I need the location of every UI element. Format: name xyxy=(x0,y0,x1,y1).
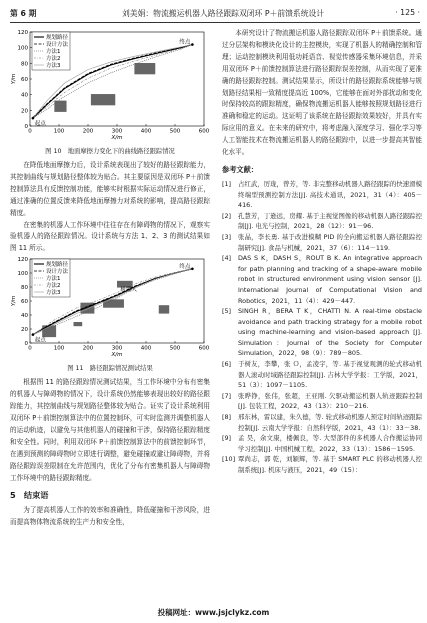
reference-number: [4] xyxy=(222,254,232,263)
reference-item xyxy=(222,433,422,454)
legend-label: 方法2 xyxy=(46,283,61,290)
x-tick-label: 400 xyxy=(140,128,152,135)
figure-10-chart xyxy=(10,28,210,143)
reference-item xyxy=(222,306,422,359)
paragraph: 根据图 11 的路径跟踪情况测试结果，当工作环境中分布有密集的机器人与障碍物的情况下，设计系统仍然能够表现出较好的路径跟踪能力，其控制曲线与规划路径整体较为贴合。证实了设计系统利用双闭环 P＋前馈控制算法中的位置控制环，可实时监测并调整机器人的运动轨迹，以避免与其他机器人的碰撞和干涉，保持路径跟踪精度和安全性。同时，利用双闭环 P＋前馈控制算法中的前馈控制环节，在遇到预测的障碍物时立即进行调整，避免碰撞或避让障碍物，并将路径跟踪误差限制在允许范围内，优化了分布有密集机器人与障碍物工作环境中的路径跟踪精度。 xyxy=(10,378,210,482)
obstacle xyxy=(91,94,115,105)
reference-item xyxy=(222,179,422,211)
y-tick-label: 40 xyxy=(21,92,28,99)
legend-label: 设计方法 xyxy=(46,269,69,276)
legend-label: 方法1 xyxy=(46,49,61,55)
obstacle xyxy=(103,300,124,308)
reference-number: [6] xyxy=(222,360,232,369)
x-tick-label: 400 xyxy=(140,345,152,352)
reference-text: 张晔铮，张伟，张超，王亚刚. 欠驱动搬运机器人轨迹跟踪控制[J]. 包装工程，2022，43（13）：210－216. xyxy=(238,391,422,411)
y-tick-label: 100 xyxy=(17,45,28,52)
legend xyxy=(32,259,70,297)
obstacle xyxy=(74,322,83,326)
figure-11 xyxy=(10,255,210,372)
legend-label: 方法3 xyxy=(46,290,61,297)
y-tick-label: 100 xyxy=(17,271,28,278)
reference-number: [5] xyxy=(222,307,232,316)
x-tick-label: 200 xyxy=(82,128,94,135)
legend-label: 设计方法 xyxy=(46,42,69,48)
y-tick-label: 80 xyxy=(21,61,28,68)
y-axis-label: Y/m xyxy=(11,295,17,307)
legend xyxy=(32,32,70,70)
reference-text: SINGH R，BERA T K，CHATTI N. A real-time obstacle avoidance and path tracking strategy for a mobile robot using machine-learning and vision-based approach [J]. Simulation：Journal of the Society for Computer Simulation，2022，98（9）：789－805. xyxy=(238,307,422,358)
start-label: 起点 xyxy=(34,121,46,128)
y-tick-label: 0 xyxy=(24,124,28,130)
figure-10 xyxy=(10,28,210,155)
running-title: 刘美娟：物流搬运机器人路径跟踪双闭环 P＋前馈系统设计 xyxy=(122,9,325,18)
y-tick-label: 60 xyxy=(21,77,28,83)
obstacle xyxy=(159,305,169,313)
y-tick-label: 80 xyxy=(21,285,28,292)
legend-label: 方法2 xyxy=(46,56,61,62)
x-tick-label: 500 xyxy=(169,128,181,135)
paragraph: 本研究设计了物流搬运机器人路径跟踪双闭环 P＋前馈系统。通过分层架构和模块化设计的主控模块，实现了机器人的精确控制和管理；运动控制模块利用低功耗语音、视觉传感器采集环境信息，并采用双闭环 P＋前馈控制算法进行路径跟踪误差控制，从而实现了更准确的路径跟踪控制。测试结果显示，所设计的路径跟踪系统能够与规划路径结果相一致精度提高近 100%，它能够在面对外部扰动和变化时保持较高的跟踪精度，确保物流搬运机器人能够按照规划路径进行准确和稳定的运动。这证明了该系统在路径跟踪效果较好，并具有实际应用的意义。在未来的研究中，将考虑融入深度学习、强化学习等人工智能技术在物流搬运机器人的路径跟踪中，以进一步提高其智能化水平。 xyxy=(222,29,422,157)
reference-text: 覃尚志，郭 乾，刘颖辉，等. 基于 SMART PLC 的移动机器人控制系统[J]. 机床与液压，2021，49（15）： xyxy=(238,455,422,474)
section-title: 5 结束语 xyxy=(10,490,49,501)
reference-item xyxy=(222,232,422,253)
x-tick-label: 500 xyxy=(169,345,181,352)
reference-number: [2] xyxy=(222,211,232,220)
running-header xyxy=(10,6,420,23)
figure-11-chart xyxy=(10,255,210,360)
reference-text: 孔慧芳，丁逊远，房耀. 基于主视觉图像的移动机器人路径跟踪控制[J]. 电光与控制，2021，28（12）：91－96. xyxy=(238,211,422,231)
legend-label: 规划路径 xyxy=(46,35,69,41)
left-column xyxy=(10,28,210,529)
paragraph: 在降低地面摩擦力后，设计系统表现出了较好的路径跟踪能力，其控制曲线与规划路径整体较为贴合。其主要原因是双闭环 P＋前馈控制算法具有反馈控制功能，能够实时根据实际运动情况进行修正，通过准确的位置反馈来降低地面摩擦力对系统的影响，提高路径跟踪精度。 xyxy=(10,161,210,217)
reference-item xyxy=(222,211,422,232)
end-point-marker xyxy=(191,43,194,46)
robot-label: 机器人 xyxy=(120,287,137,294)
paragraph: 在密集的机器人工作环境中往往存在有障碍物的情况下，观察实验机器人的路径跟踪情况。设计系统与方法 1、2、3 的测试结果如图 11 所示。 xyxy=(10,220,210,253)
x-axis-label: X/m xyxy=(111,352,123,359)
y-tick-label: 20 xyxy=(21,108,28,115)
end-point-marker xyxy=(191,268,194,271)
x-tick-label: 200 xyxy=(82,345,94,352)
figure-11-caption: 图 11 路径跟踪情况测试结果 xyxy=(67,365,153,373)
legend-label: 方法1 xyxy=(46,276,61,283)
y-tick-label: 0 xyxy=(24,341,28,348)
x-axis-label: X/m xyxy=(111,135,123,141)
reference-number: [9] xyxy=(222,434,232,443)
end-label: 终点 xyxy=(179,264,191,271)
reference-text: 邢东林，雷以建，朱久德，等. 轮式移动机器人预定时间轨迹跟踪控制[J]. 云南大学学报：自然科学版，2021，43（1）：33－38. xyxy=(238,413,422,432)
reference-item xyxy=(222,391,422,412)
y-axis-label: Y/m xyxy=(11,73,17,85)
legend-label: 规划路径 xyxy=(46,262,69,269)
footer-url: 投稿网址：www.jsjclykz.com xyxy=(157,608,270,617)
y-tick-label: 40 xyxy=(21,313,28,320)
obstacle xyxy=(134,63,155,74)
reference-text: 孟 昊，余文康，楼佩良，等. 大型部件的多机器人合作搬运协同学习控制[J]. 中国机械工程，2022，33（13）：1586－1595. xyxy=(238,434,422,453)
right-column xyxy=(222,28,422,476)
reference-text: 占红武，厉珑，曾芳，等. 非完整移动机器人路径跟踪的快速滑模终端型预测控制方法[J]. 高技术通讯，2021，31（4）：405－416. xyxy=(238,179,422,210)
reference-item xyxy=(222,359,422,391)
x-tick-label: 100 xyxy=(53,128,65,135)
x-tick-label: 600 xyxy=(198,345,210,352)
x-tick-label: 0 xyxy=(28,128,32,135)
issue-number: 第 6 期 xyxy=(10,9,37,18)
legend-label: 方法3 xyxy=(46,63,61,69)
y-tick-label: 120 xyxy=(17,30,28,36)
start-label: 起点 xyxy=(34,337,46,344)
reference-number: [7] xyxy=(222,391,232,400)
reference-number: [1] xyxy=(222,179,232,188)
reference-number: [8] xyxy=(222,413,232,422)
figure-10-caption: 图 10 地面摩擦力变化下的曲线路径跟踪情况 xyxy=(45,148,175,155)
y-tick-label: 20 xyxy=(21,327,28,334)
x-tick-label: 100 xyxy=(53,345,65,352)
y-tick-label: 120 xyxy=(17,257,28,264)
reference-item xyxy=(222,253,422,306)
x-tick-label: 300 xyxy=(111,128,123,135)
reference-text: DAS S K，DASH S，ROUT B K. An integrative approach for path planning and tracking of a shape-aware mobile robot in structured environment using vision sensor [J]. International Journal of Computational Vision and Robotics，2021，11（4）：429－447. xyxy=(238,254,422,305)
end-label: 终点 xyxy=(179,39,191,46)
reference-item xyxy=(222,412,422,433)
page-number: · 125 · xyxy=(395,8,420,17)
reference-text: 于树友，李攀，张 Ｏ，孟凌宇，等. 基于视觉观测的轮式移动机器人滚动时域路径跟踪控制[J]. 吉林大学学报：工学版，2021，51（3）：1097－1105. xyxy=(238,360,422,390)
x-tick-label: 0 xyxy=(28,345,32,352)
paragraph: 为了提高机器人工作的效率和准确性，降低碰撞和干涉风险，进而提高物体物流系统的生产力和安全性， xyxy=(10,506,210,527)
x-tick-label: 300 xyxy=(111,345,123,352)
reference-list xyxy=(222,179,422,476)
start-point-marker xyxy=(32,117,35,120)
reference-text: 张晶，李长勇. 基于改进模糊 PID 的全向搬运机器人路径跟踪控制研究[J]. 食品与机械，2021，37（6）：114－119. xyxy=(238,232,422,252)
start-point-marker xyxy=(32,334,35,337)
reference-number: [10] xyxy=(222,455,236,464)
references-title: 参考文献： xyxy=(222,164,258,174)
y-tick-label: 60 xyxy=(21,299,28,306)
reference-number: [3] xyxy=(222,232,232,241)
reference-item xyxy=(222,454,422,475)
x-tick-label: 600 xyxy=(198,128,210,135)
